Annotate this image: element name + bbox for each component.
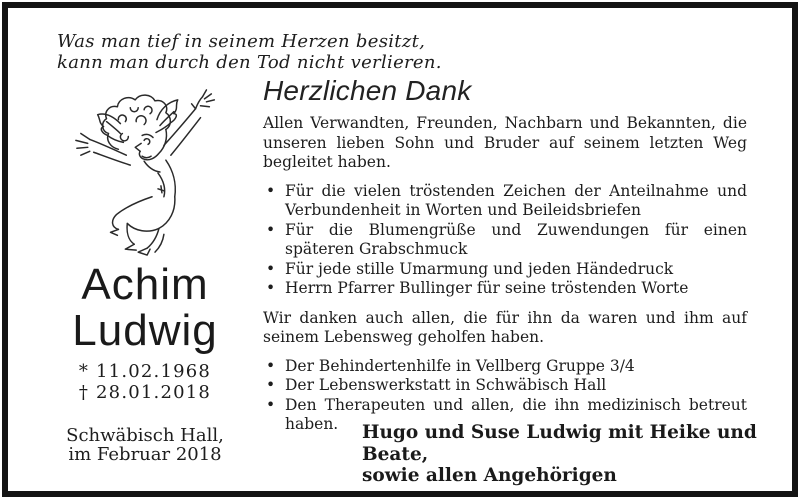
thanks-text-column	[263, 76, 747, 445]
deceased-first-name: Achim	[81, 260, 209, 309]
deceased-name	[35, 262, 255, 354]
signature-line-2: sowie allen Angehörigen	[362, 465, 617, 486]
notice-heading: Herzlichen Dank	[263, 75, 472, 106]
death-date-line: † 28.01.2018	[78, 382, 212, 403]
place-line-1: Schwäbisch Hall,	[66, 425, 224, 446]
epigraph-line-1: Was man tief in seinem Herzen besitzt,	[57, 31, 426, 52]
thanks-list	[263, 182, 747, 299]
signature-line-1: Hugo und Suse Ludwig mit Heike und Beate,	[362, 422, 757, 465]
cherub-angel-icon	[60, 86, 250, 264]
epigraph-line-2: kann man durch den Tod nicht verlieren.	[57, 52, 442, 73]
thanks-list-item: • Für jede stille Umarmung und jeden Händedruck	[263, 260, 747, 280]
family-signature	[362, 422, 800, 487]
place-line-2: im Februar 2018	[68, 444, 222, 465]
thanks-list-item: • Den Therapeuten und allen, die ihn medizinisch betreut haben.	[263, 396, 747, 435]
place-and-date	[35, 426, 255, 464]
epigraph-verse	[57, 31, 442, 73]
life-dates	[35, 361, 255, 403]
thanks-list-item: • Für die Blumengrüße und Zuwendungen für einen späteren Grabschmuck	[263, 221, 747, 260]
birth-date-line: * 11.02.1968	[78, 361, 212, 382]
thanks-list-item: • Der Behindertenhilfe in Vellberg Gruppe 3/4	[263, 357, 747, 377]
cherub-line-art	[60, 86, 250, 264]
thanks-list-item: • Herrn Pfarrer Bullinger für seine tröstenden Worte	[263, 279, 747, 299]
intro-paragraph: Allen Verwandten, Freunden, Nachbarn und Bekannten, die unseren lieben Sohn und Bruder auf seinem letzten Weg begleitet haben.	[263, 114, 747, 171]
second-paragraph: Wir danken auch allen, die für ihn da waren und ihm auf seinem Lebensweg geholfen haben.	[263, 308, 747, 346]
thanks-list-item: • Der Lebenswerkstatt in Schwäbisch Hall	[263, 376, 747, 396]
deceased-last-name: Ludwig	[72, 306, 218, 355]
thanks-list-item: • Für die vielen tröstenden Zeichen der Anteilnahme und Verbundenheit in Worten und Beileidsbriefen	[263, 182, 747, 221]
